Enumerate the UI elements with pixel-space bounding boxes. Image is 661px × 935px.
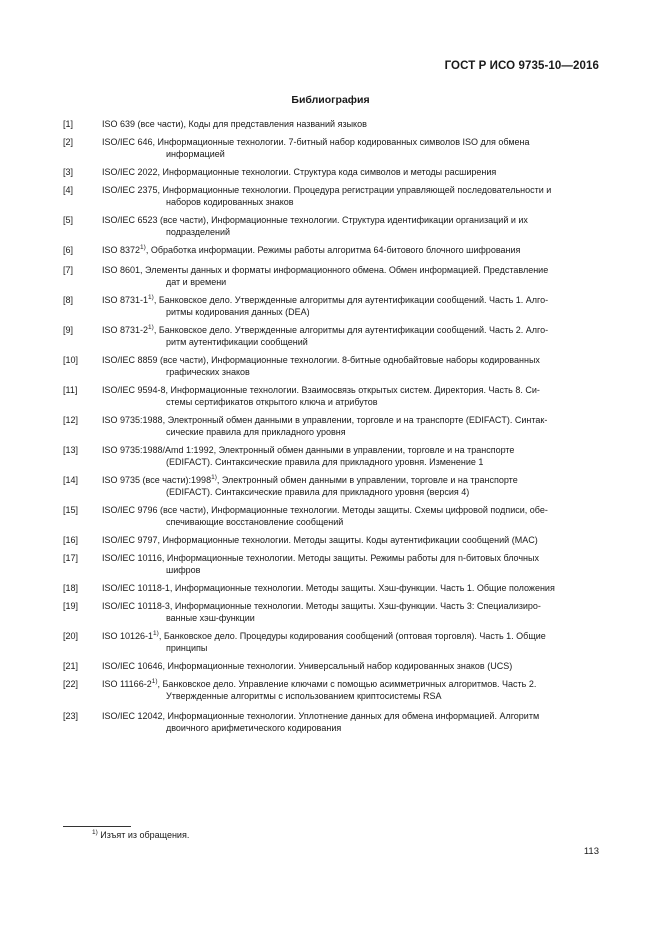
entry-reference: ISO 9735 (все части):1998 — [102, 475, 212, 485]
entry-description: , Информационные технологии. Взаимосвязь открытых систем. Директория. Часть 8. Си- — [165, 385, 540, 395]
entry-description-cont: графических знаков — [166, 367, 250, 377]
entry-reference: ISO 8601 — [102, 265, 141, 275]
entry-number: [11] — [63, 385, 78, 395]
entry-description: , Электронный обмен данными в управлении, торговле и на транспорте — [216, 475, 518, 485]
entry-description-cont: дат и времени — [166, 277, 227, 287]
entry-reference: ISO 11166-2 — [102, 679, 152, 689]
entry-reference: ISO/IEC 9796 (все части) — [102, 505, 207, 515]
entry-text — [102, 710, 599, 734]
entry-description-cont: информацией — [166, 149, 225, 159]
entry-reference: ISO/IEC 12042 — [102, 711, 163, 721]
entry-number: [12] — [63, 415, 79, 425]
bibliography-title: Библиография — [291, 94, 370, 106]
entry-number: [10] — [63, 355, 79, 365]
entry-description: , Банковское дело. Утвержденные алгоритмы для аутентификации сообщений. Часть 1. Алго- — [153, 295, 549, 305]
footnote-ref: 1) — [140, 244, 146, 251]
entry-text — [102, 414, 599, 438]
entry-number: [19] — [63, 601, 79, 611]
entry-text — [102, 552, 599, 576]
entry-number: [23] — [63, 711, 79, 721]
entry-text — [102, 136, 599, 160]
entry-number: [14] — [63, 475, 79, 485]
entry-text — [102, 354, 599, 378]
entry-number: [18] — [63, 583, 79, 593]
entry-description: , Информационные технологии. Процедура регистрации управляющей последовательности и — [157, 185, 552, 195]
footnote-ref: 1) — [151, 678, 158, 685]
entry-reference: ISO/IEC 10118-1 — [102, 583, 170, 593]
entry-number: [2] — [63, 137, 74, 147]
entry-number: [13] — [63, 445, 79, 455]
entry-text — [102, 504, 599, 528]
entry-text — [102, 324, 599, 348]
entry-number: [3] — [63, 167, 74, 177]
entry-reference: ISO 9735:1988 — [102, 415, 163, 425]
entry-description: , Банковское дело. Утвержденные алгоритмы для аутентификации сообщений. Часть 2. Алго- — [153, 325, 549, 335]
entry-text — [102, 166, 599, 178]
entry-reference: ISO 8731-1 — [102, 295, 149, 305]
entry-text — [102, 264, 599, 288]
entry-description-cont: двоичного арифметического кодирования — [166, 723, 342, 733]
entry-number: [9] — [63, 325, 74, 335]
entry-text — [102, 294, 599, 318]
footnote-text: Изъят из обращения. — [100, 830, 190, 840]
entry-number: [22] — [63, 679, 79, 689]
footnote-divider — [63, 826, 131, 827]
entry-text — [102, 184, 599, 208]
entry-description-cont: (EDIFACT). Синтаксические правила для прикладного уровня. Изменение 1 — [166, 457, 484, 467]
entry-number: [21] — [63, 661, 79, 671]
entry-description: , Банковское дело. Управление ключами с помощью асимметричных алгоритмов. Часть 2. — [157, 679, 537, 689]
entry-description-cont: (EDIFACT). Синтаксические правила для прикладного уровня (версия 4) — [166, 487, 470, 497]
entry-description-cont: Утвержденные алгоритмы с использованием криптосистемы RSA — [166, 691, 442, 701]
entry-description: , Информационные технологии. Методы защиты. Схемы цифровой подписи, обе- — [206, 505, 548, 515]
entry-text — [102, 678, 599, 702]
entry-text — [102, 582, 599, 594]
entry-description: , Банковское дело. Процедуры кодирования сообщений (оптовая торговля). Часть 1. Общие — [158, 631, 546, 641]
entry-text — [102, 384, 599, 408]
entry-number: [16] — [63, 535, 79, 545]
entry-description-cont: ритмы кодирования данных (DEA) — [166, 307, 310, 317]
page-number: 113 — [583, 846, 599, 857]
entry-description: , Информационные технологии. Структура кода символов и методы расширения — [157, 167, 497, 177]
entry-description: , Информационные технологии. Методы защиты. Коды аутентификации сообщений (MAC) — [157, 535, 538, 545]
entry-description: , Электронный обмен данными в управлении, торговле и на транспорте (EDIFACT). Синтак- — [162, 415, 548, 425]
entry-text — [102, 244, 599, 256]
entry-reference: ISO/IEC 646 — [102, 137, 153, 147]
entry-description-cont: подразделений — [166, 227, 231, 237]
entry-reference: ISO/IEC 8859 (все части) — [102, 355, 207, 365]
entry-description: , Информационные технологии. Универсальный набор кодированных знаков (UCS) — [162, 661, 513, 671]
entry-reference: ISO 639 (все части) — [102, 119, 184, 129]
entry-reference: ISO 10126-1 — [102, 631, 154, 641]
entry-text — [102, 474, 599, 498]
entry-description: , Информационные технологии. Структура идентификации организаций и их — [206, 215, 528, 225]
entry-reference: ISO/IEC 9797 — [102, 535, 158, 545]
entry-reference: ISO 9735:1988/Amd 1:1992 — [102, 445, 214, 455]
entry-number: [7] — [63, 265, 74, 275]
entry-description-cont: ритм аутентификации сообщений — [166, 337, 308, 347]
entry-reference: ISO/IEC 9594-8 — [102, 385, 166, 395]
entry-description-cont: ванные хэш-функции — [166, 613, 255, 623]
entry-reference: ISO 8731-2 — [102, 325, 149, 335]
entry-number: [17] — [63, 553, 79, 563]
entry-description-cont: сические правила для прикладного уровня — [166, 427, 346, 437]
entry-reference: ISO/IEC 2375 — [102, 185, 158, 195]
footnote-ref: 1) — [153, 630, 159, 637]
entry-number: [4] — [63, 185, 74, 195]
entry-text — [102, 118, 599, 130]
entry-number: [20] — [63, 631, 79, 641]
entry-number: [1] — [63, 119, 74, 129]
entry-reference: ISO/IEC 6523 (все части) — [102, 215, 207, 225]
entry-number: [6] — [63, 245, 74, 255]
entry-description: , Информационные технологии. Методы защиты. Хэш-функции. Часть 1. Общие положения — [169, 583, 555, 593]
document-code: ГОСТ Р ИСО 9735-10—2016 — [444, 60, 599, 72]
entry-description-cont: спечивающие восстановление сообщений — [166, 517, 344, 527]
entry-reference: ISO/IEC 10116 — [102, 553, 162, 563]
entry-number: [5] — [63, 215, 74, 225]
footnote — [92, 830, 189, 840]
entry-text — [102, 444, 599, 468]
entry-text — [102, 534, 599, 546]
entry-text — [102, 214, 599, 238]
entry-description: , Информационные технологии. 7-битный набор кодированных символов ISO для обмена — [152, 137, 530, 147]
footnote-ref: 1) — [148, 294, 154, 301]
entry-text — [102, 630, 599, 654]
footnote-ref: 1) — [148, 324, 154, 331]
entry-description: , Электронный обмен данными в управлении, торговле и на транспорте — [213, 445, 515, 455]
entry-number: [8] — [63, 295, 74, 305]
entry-description: , Информационные технологии. 8-битные однобайтовые наборы кодированных — [206, 355, 540, 365]
entry-description: , Коды для представления названий языков — [183, 119, 367, 129]
entry-text — [102, 600, 599, 624]
footnote-ref: 1) — [211, 474, 217, 481]
entry-text — [102, 660, 599, 672]
footnote-mark: 1) — [92, 829, 98, 836]
entry-description-cont: шифров — [166, 565, 201, 575]
entry-description: , Информационные технологии. Уплотнение данных для обмена информацией. Алгоритм — [162, 711, 540, 721]
entry-description-cont: наборов кодированных знаков — [166, 197, 294, 207]
entry-reference: ISO/IEC 10118-3 — [102, 601, 170, 611]
entry-description: , Элементы данных и форматы информационного обмена. Обмен информацией. Представление — [140, 265, 549, 275]
entry-description: , Информационные технологии. Методы защиты. Режимы работы для n-битовых блочных — [161, 553, 539, 563]
entry-reference: ISO/IEC 2022 — [102, 167, 158, 177]
entry-description-cont: стемы сертификатов открытого ключа и атрибутов — [166, 397, 378, 407]
entry-reference: ISO/IEC 10646 — [102, 661, 163, 671]
entry-description-cont: принципы — [166, 643, 208, 653]
entry-number: [15] — [63, 505, 79, 515]
entry-description: , Обработка информации. Режимы работы алгоритма 64-битового блочного шифрования — [145, 245, 521, 255]
entry-description: , Информационные технологии. Методы защиты. Хэш-функции. Часть 3: Специализиро- — [169, 601, 541, 611]
entry-reference: ISO 8372 — [102, 245, 141, 255]
